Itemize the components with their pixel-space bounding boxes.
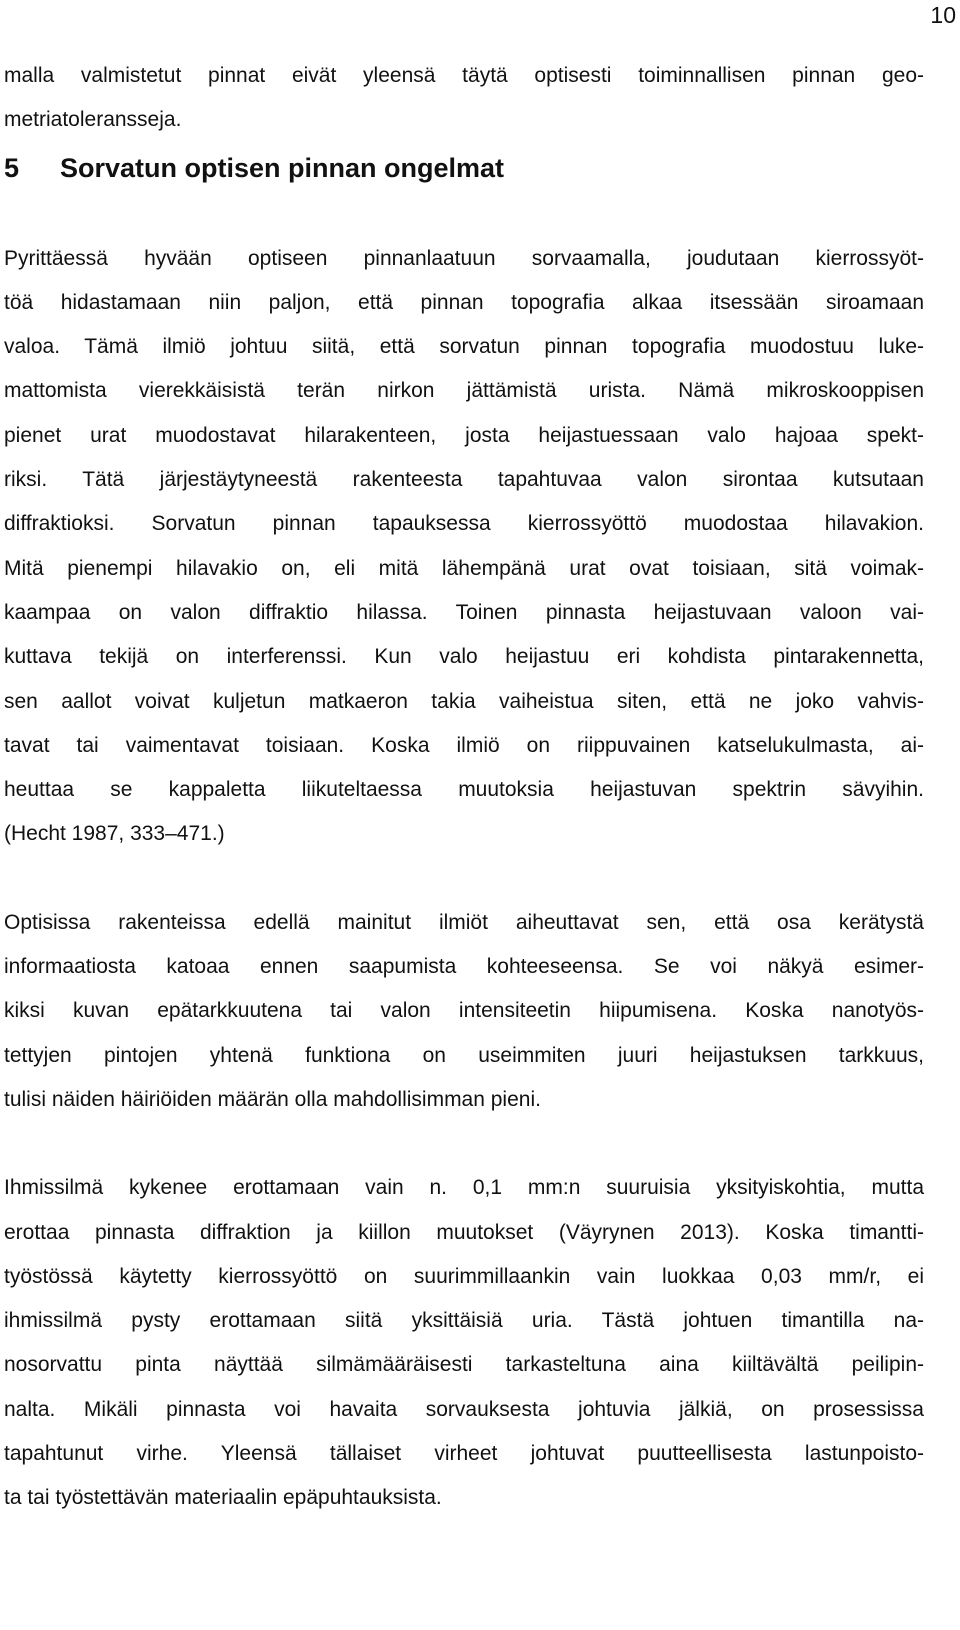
section-heading <box>4 143 924 193</box>
text-line: mattomista vierekkäisistä terän nirkon jättämistä urista. Nämä mikroskooppisen <box>4 379 924 403</box>
text-line: töä hidastamaan niin paljon, että pinnan topografia alkaa itsessään siroamaan <box>4 290 924 314</box>
text-line: Mitä pienempi hilavakio on, eli mitä lähempänä urat ovat toisiaan, sitä voimak- <box>4 556 924 580</box>
paragraph <box>4 1166 924 1520</box>
paragraph <box>4 237 924 857</box>
text-line: erottaa pinnasta diffraktion ja kiillon muutokset (Väyrynen 2013). Koska timantti- <box>4 1220 924 1244</box>
document-page <box>4 54 924 1521</box>
section-number: 5 <box>4 152 20 183</box>
text-line: informaatiosta katoaa ennen saapumista kohteeseensa. Se voi näkyä esimer- <box>4 955 924 979</box>
page-number: 10 <box>930 2 956 28</box>
text-line: (Hecht 1987, 333–471.) <box>4 822 225 846</box>
text-line: kiksi kuvan epätarkkuutena tai valon intensiteetin hiipumisena. Koska nanotyös- <box>4 999 924 1023</box>
text-line: Ihmissilmä kykenee erottamaan vain n. 0,1 mm:n suuruisia yksityiskohtia, mutta <box>4 1176 924 1200</box>
text-line: pienet urat muodostavat hilarakenteen, josta heijastuessaan valo hajoaa spekt- <box>4 423 924 447</box>
text-line: tulisi näiden häiriöiden määrän olla mahdollisimman pieni. <box>4 1087 541 1111</box>
text-line: diffraktioksi. Sorvatun pinnan tapauksessa kierrossyöttö muodostaa hilavakion. <box>4 512 924 536</box>
text-line: riksi. Tätä järjestäytyneestä rakenteesta tapahtuvaa valon sirontaa kutsutaan <box>4 468 924 492</box>
text-line: kuttava tekijä on interferenssi. Kun valo heijastuu eri kohdista pintarakennetta, <box>4 645 924 669</box>
text-line: sen aallot voivat kuljetun matkaeron takia vaiheistua siten, että ne joko vahvis- <box>4 689 924 713</box>
text-line: heuttaa se kappaletta liikuteltaessa muutoksia heijastuvan spektrin sävyihin. <box>4 778 924 802</box>
text-line: työstössä käytetty kierrossyöttö on suurimmillaankin vain luokkaa 0,03 mm/r, ei <box>4 1264 924 1288</box>
paragraph <box>4 901 924 1122</box>
text-line: Optisissa rakenteissa edellä mainitut ilmiöt aiheuttavat sen, että osa kerätystä <box>4 910 924 934</box>
text-line: malla valmistetut pinnat eivät yleensä täytä optisesti toiminnallisen pinnan geo- <box>4 64 924 87</box>
text-line: kaampaa on valon diffraktio hilassa. Toinen pinnasta heijastuvaan valoon vai- <box>4 600 924 624</box>
text-line: ta tai työstettävän materiaalin epäpuhtauksista. <box>4 1486 442 1510</box>
text-line: nalta. Mikäli pinnasta voi havaita sorvauksesta johtuvia jälkiä, on prosessissa <box>4 1397 924 1421</box>
text-line: tettyjen pintojen yhtenä funktiona on useimmiten juuri heijastuksen tarkkuus, <box>4 1043 924 1067</box>
text-line: tapahtunut virhe. Yleensä tällaiset virheet johtuvat puutteellisesta lastunpoisto- <box>4 1442 924 1466</box>
text-line: nosorvattu pinta näyttää silmämääräisesti tarkasteltuna aina kiiltävältä peilipin- <box>4 1353 924 1377</box>
intro-text <box>4 54 924 143</box>
section-title: Sorvatun optisen pinnan ongelmat <box>60 152 505 183</box>
text-line: Pyrittäessä hyvään optiseen pinnanlaatuun sorvaamalla, joudutaan kierrossyöt- <box>4 246 924 270</box>
text-line: tavat tai vaimentavat toisiaan. Koska ilmiö on riippuvainen katselukulmasta, ai- <box>4 733 924 757</box>
text-line: metriatoleransseja. <box>4 108 182 132</box>
text-line: ihmissilmä pysty erottamaan siitä yksittäisiä uria. Tästä johtuen timantilla na- <box>4 1309 924 1333</box>
text-line: valoa. Tämä ilmiö johtuu siitä, että sorvatun pinnan topografia muodostuu luke- <box>4 335 924 359</box>
